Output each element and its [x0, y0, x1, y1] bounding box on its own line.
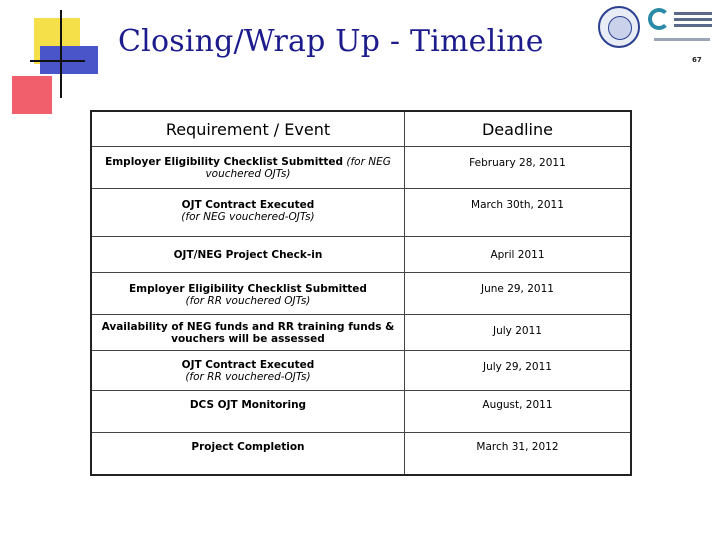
table-row — [91, 315, 631, 351]
requirement-cell — [91, 391, 404, 433]
requirement-cell — [91, 351, 404, 391]
slide-title: Closing/Wrap Up - Timeline — [118, 24, 544, 59]
requirement-text: Employer Eligibility Checklist Submitted — [128, 283, 367, 295]
table-header-row — [91, 111, 631, 147]
table-row — [91, 351, 631, 391]
deadline-cell: March 30th, 2011 — [404, 189, 631, 237]
requirement-cell — [91, 237, 404, 273]
deadline-cell: April 2011 — [404, 237, 631, 273]
header-requirement: Requirement / Event — [91, 111, 404, 147]
decor-horizontal-line — [30, 60, 85, 62]
requirement-text: OJT Contract Executed — [181, 199, 315, 211]
seal-center — [608, 16, 632, 40]
requirement-note: (for NEG vouchered OJTs) — [205, 155, 391, 180]
deadline-cell: February 28, 2011 — [404, 147, 631, 189]
requirement-cell — [91, 273, 404, 315]
header-deadline: Deadline — [404, 111, 631, 147]
logo-wordmark-graphic — [674, 12, 712, 30]
deadline-cell: July 2011 — [404, 315, 631, 351]
table-row — [91, 189, 631, 237]
requirement-text: OJT Contract Executed — [181, 358, 315, 371]
page-number: 67 — [692, 56, 702, 64]
table-row — [91, 147, 631, 189]
career-centers-logo-icon — [648, 8, 670, 30]
requirement-text: Employer Eligibility Checklist Submitted — [105, 155, 344, 168]
table-row — [91, 391, 631, 433]
requirement-note: (for RR vouchered OJTs) — [185, 295, 311, 307]
timeline-table — [90, 110, 632, 476]
requirement-text: DCS OJT Monitoring — [189, 399, 307, 411]
deadline-cell: March 31, 2012 — [404, 433, 631, 475]
decor-vertical-line — [60, 10, 62, 98]
deadline-cell: June 29, 2011 — [404, 273, 631, 315]
table-row — [91, 273, 631, 315]
requirement-text: Project Completion — [191, 441, 305, 453]
requirement-note: (for RR vouchered-OJTs) — [185, 370, 311, 383]
table-row — [91, 237, 631, 273]
logo-tagline-graphic — [654, 38, 710, 41]
requirement-text: Availability of NEG funds and RR training funds & vouchers will be assessed — [101, 320, 395, 345]
decor-red-square — [12, 76, 52, 114]
table-row — [91, 433, 631, 475]
requirement-note: (for NEG vouchered-OJTs) — [181, 211, 315, 223]
deadline-cell: August, 2011 — [404, 391, 631, 433]
deadline-cell: July 29, 2011 — [404, 351, 631, 391]
requirement-cell — [91, 315, 404, 351]
massachusetts-seal-icon — [598, 6, 640, 48]
requirement-cell — [91, 433, 404, 475]
requirement-cell — [91, 147, 404, 189]
requirement-text: OJT/NEG Project Check-in — [173, 248, 323, 261]
requirement-cell — [91, 189, 404, 237]
